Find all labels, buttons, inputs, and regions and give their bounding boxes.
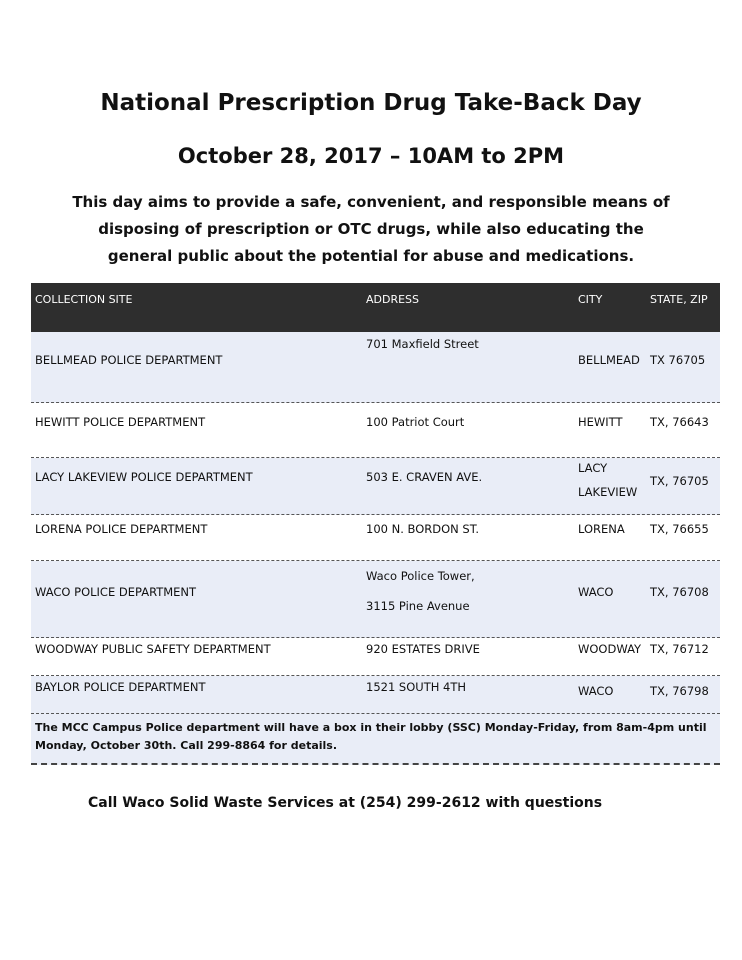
address-cell: 100 N. BORDON ST. xyxy=(366,522,480,536)
site-cell: HEWITT POLICE DEPARTMENT xyxy=(35,415,206,429)
event-date-time: October 28, 2017 – 10AM to 2PM xyxy=(177,144,565,168)
header-address: ADDRESS xyxy=(366,293,420,306)
city-cell-line1: LACY xyxy=(578,461,608,475)
state-zip-cell: TX, 76798 xyxy=(650,684,709,698)
site-cell: LORENA POLICE DEPARTMENT xyxy=(35,522,208,536)
state-zip-cell: TX, 76712 xyxy=(650,642,709,656)
table-row xyxy=(31,403,720,458)
event-description: This day aims to provide a safe, convenient, and responsible means of disposing of prescription or OTC drugs, while also educating the general public about the potential for abuse and medications. xyxy=(72,193,670,265)
header-state-zip: STATE, ZIP xyxy=(650,293,708,306)
city-cell: LORENA xyxy=(578,522,625,536)
city-cell: HEWITT xyxy=(578,415,623,429)
mcc-campus-note: The MCC Campus Police department will have a box in their lobby (SSC) Monday-Friday, from 8am-4pm until Monday, October 30th. Call 299-8864 for details. xyxy=(31,714,720,765)
city-cell: BELLMEAD xyxy=(578,353,640,367)
table-row xyxy=(31,515,720,561)
city-cell: WACO xyxy=(578,585,614,599)
state-zip-cell: TX, 76708 xyxy=(650,585,709,599)
page-title: National Prescription Drug Take-Back Day xyxy=(100,90,642,116)
address-cell-line2: 3115 Pine Avenue xyxy=(366,599,470,613)
table-row xyxy=(31,332,720,403)
site-cell: WACO POLICE DEPARTMENT xyxy=(35,585,197,599)
contact-footer: Call Waco Solid Waste Services at (254) 299-2612 with questions xyxy=(88,795,603,811)
address-cell-line1: Waco Police Tower, xyxy=(366,569,475,583)
table-row xyxy=(31,676,720,714)
state-zip-cell: TX, 76655 xyxy=(650,522,709,536)
site-cell: BAYLOR POLICE DEPARTMENT xyxy=(35,680,206,694)
header-city: CITY xyxy=(578,293,603,306)
collection-sites-table xyxy=(31,283,720,765)
site-cell: BELLMEAD POLICE DEPARTMENT xyxy=(35,353,223,367)
city-cell: WOODWAY xyxy=(578,642,642,656)
state-zip-cell: TX, 76705 xyxy=(650,474,709,488)
table-row xyxy=(31,638,720,676)
site-cell: WOODWAY PUBLIC SAFETY DEPARTMENT xyxy=(35,642,271,656)
address-cell: 701 Maxfield Street xyxy=(366,337,479,351)
address-cell: 100 Patriot Court xyxy=(366,415,465,429)
address-cell: 920 ESTATES DRIVE xyxy=(366,642,480,656)
address-cell: 503 E. CRAVEN AVE. xyxy=(366,470,483,484)
table-row xyxy=(31,561,720,638)
state-zip-cell: TX, 76643 xyxy=(650,415,709,429)
table-row xyxy=(31,458,720,515)
city-cell: WACO xyxy=(578,684,614,698)
city-cell-line2: LAKEVIEW xyxy=(578,485,638,499)
address-cell: 1521 SOUTH 4TH xyxy=(366,680,467,694)
table-header xyxy=(31,283,720,332)
header-collection-site: COLLECTION SITE xyxy=(35,293,133,306)
site-cell: LACY LAKEVIEW POLICE DEPARTMENT xyxy=(35,470,253,484)
state-zip-cell: TX 76705 xyxy=(650,353,706,367)
